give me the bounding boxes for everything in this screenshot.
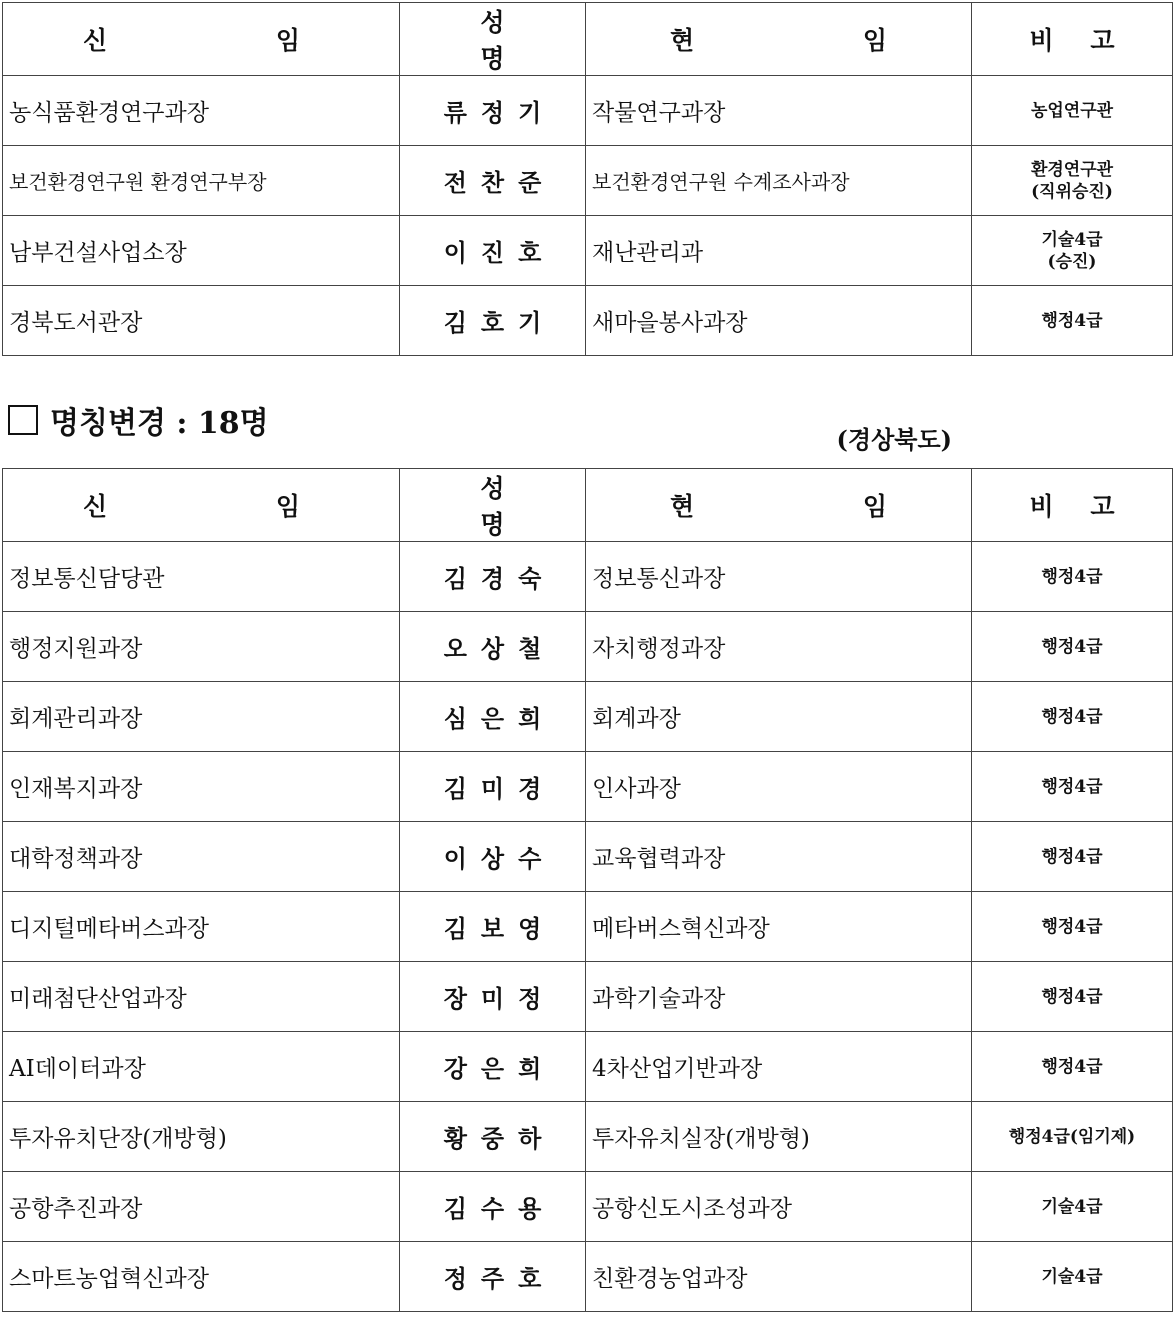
name-cell: 오상철 [400,612,586,682]
current-post-cell: 보건환경연구원 수계조사과장 [586,146,972,216]
header-name: 성 명 [400,469,586,542]
new-post-cell: 정보통신담당관 [3,542,400,612]
header-new-post: 신 임 [3,3,400,76]
new-post-cell: 남부건설사업소장 [3,216,400,286]
header-new-post: 신 임 [3,469,400,542]
name-cell: 전찬준 [400,146,586,216]
current-post-cell: 새마을봉사과장 [586,286,972,356]
new-post-cell: 행정지원과장 [3,612,400,682]
remark-cell: 행정4급 [972,892,1173,962]
table-row [3,146,1173,216]
remark-cell: 행정4급 [972,612,1173,682]
table-row [3,752,1173,822]
current-post-cell: 4차산업기반과장 [586,1032,972,1102]
table-row [3,1032,1173,1102]
current-post-cell: 공항신도시조성과장 [586,1172,972,1242]
remark-line2: (승진) [1047,251,1097,272]
new-post-cell: 인재복지과장 [3,752,400,822]
new-post-cell: 경북도서관장 [3,286,400,356]
current-post-cell: 자치행정과장 [586,612,972,682]
name-cell: 정주호 [400,1242,586,1312]
table-row [3,1242,1173,1312]
table-row [3,822,1173,892]
remark-cell: 행정4급 [972,542,1173,612]
remark-cell: 행정4급 [972,1032,1173,1102]
remark-line1: 농업연구관 [1030,100,1114,121]
remark-cell: 행정4급(임기제) [972,1102,1173,1172]
name-cell: 김미경 [400,752,586,822]
current-post-cell: 회계과장 [586,682,972,752]
current-post-cell: 메타버스혁신과장 [586,892,972,962]
name-cell: 김호기 [400,286,586,356]
new-post-cell: 스마트농업혁신과장 [3,1242,400,1312]
table-header-row [3,3,1173,76]
remark-cell: 기술4급 [972,1172,1173,1242]
remark-line2: (직위승진) [1031,181,1113,202]
remark-cell [972,286,1173,356]
remark-line1: 행정4급 [1041,310,1103,331]
header-name: 성 명 [400,3,586,76]
name-cell: 김수용 [400,1172,586,1242]
appointment-table-1 [2,2,1173,356]
new-post-cell: 미래첨단산업과장 [3,962,400,1032]
name-cell: 김보영 [400,892,586,962]
current-post-cell: 인사과장 [586,752,972,822]
remark-cell: 기술4급 [972,1242,1173,1312]
name-cell: 심은희 [400,682,586,752]
new-post-cell: 보건환경연구원 환경연구부장 [3,146,400,216]
table-row [3,286,1173,356]
name-cell: 류정기 [400,76,586,146]
remark-cell: 행정4급 [972,962,1173,1032]
new-post-cell: 회계관리과장 [3,682,400,752]
current-post-cell: 투자유치실장(개방형) [586,1102,972,1172]
remark-cell: 행정4급 [972,682,1173,752]
table-row [3,612,1173,682]
header-current-post: 현 임 [586,3,972,76]
current-post-cell: 교육협력과장 [586,822,972,892]
new-post-cell: 투자유치단장(개방형) [3,1102,400,1172]
remark-cell [972,216,1173,286]
remark-line1: 기술4급 [1041,229,1103,250]
table-row [3,1102,1173,1172]
appointment-table-2 [2,468,1173,1312]
new-post-cell: 디지털메타버스과장 [3,892,400,962]
current-post-cell: 작물연구과장 [586,76,972,146]
table-row [3,76,1173,146]
current-post-cell: 과학기술과장 [586,962,972,1032]
header-current-post: 현 임 [586,469,972,542]
checkbox-square-icon [8,405,38,435]
name-cell: 이상수 [400,822,586,892]
header-remark: 비 고 [972,469,1173,542]
table-row [3,542,1173,612]
table-header-row [3,469,1173,542]
current-post-cell: 정보통신과장 [586,542,972,612]
name-cell: 강은희 [400,1032,586,1102]
name-cell: 김경숙 [400,542,586,612]
table-row [3,682,1173,752]
table-row [3,892,1173,962]
remark-cell: 행정4급 [972,752,1173,822]
name-cell: 장미정 [400,962,586,1032]
new-post-cell: AI데이터과장 [3,1032,400,1102]
remark-cell: 행정4급 [972,822,1173,892]
current-post-cell: 친환경농업과장 [586,1242,972,1312]
name-cell: 이진호 [400,216,586,286]
remark-cell [972,76,1173,146]
table-row [3,216,1173,286]
remark-line1: 환경연구관 [1030,159,1114,180]
section-title [8,398,269,442]
table-row [3,1172,1173,1242]
name-cell: 황중하 [400,1102,586,1172]
section-title-text: 명칭변경 : 18명 [50,406,269,441]
region-label: (경상북도) [836,425,952,454]
new-post-cell: 공항추진과장 [3,1172,400,1242]
remark-cell [972,146,1173,216]
table-row [3,962,1173,1032]
new-post-cell: 농식품환경연구과장 [3,76,400,146]
header-remark: 비 고 [972,3,1173,76]
current-post-cell: 재난관리과 [586,216,972,286]
new-post-cell: 대학정책과장 [3,822,400,892]
